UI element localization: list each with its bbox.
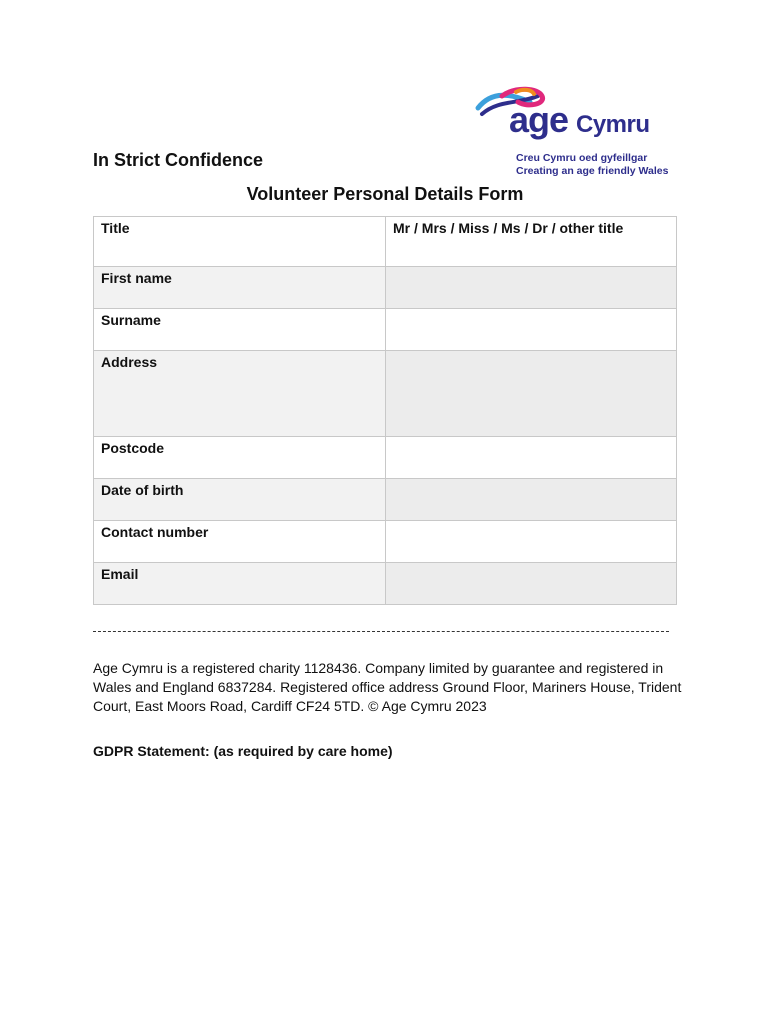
age-cymru-logo xyxy=(472,86,672,178)
form-row-contact-number xyxy=(94,521,677,563)
row-label-date-of-birth: Date of birth xyxy=(94,479,386,521)
row-label-surname: Surname xyxy=(94,309,386,351)
form-row-address xyxy=(94,351,677,437)
confidentiality-heading: In Strict Confidence xyxy=(93,150,264,170)
row-label-address: Address xyxy=(94,351,386,437)
first-name-field[interactable] xyxy=(386,267,677,309)
row-label-email: Email xyxy=(94,563,386,605)
row-label-first-name: First name xyxy=(94,267,386,309)
logo-tagline-welsh: Creu Cymru oed gyfeillgar xyxy=(516,152,648,164)
contact-number-field[interactable] xyxy=(386,521,677,563)
date-of-birth-field[interactable] xyxy=(386,479,677,521)
form-row-title xyxy=(94,217,677,267)
row-label-contact-number: Contact number xyxy=(94,521,386,563)
gdpr-heading: GDPR Statement: (as required by care home) xyxy=(93,743,393,759)
row-label-postcode: Postcode xyxy=(94,437,386,479)
form-title: Volunteer Personal Details Form xyxy=(246,184,524,204)
form-row-date-of-birth xyxy=(94,479,677,521)
dashed-divider xyxy=(93,631,669,632)
form-row-surname xyxy=(94,309,677,351)
charity-statement: Age Cymru is a registered charity 1128436. Company limited by guarantee and registered in Wales and England 6837284. Registered office address Ground Floor, Mariners House, Trident Court, East Moors Road, Cardiff CF24 5TD. © Age Cymru 2023 xyxy=(93,660,682,714)
title-field[interactable]: Mr / Mrs / Miss / Ms / Dr / other title xyxy=(386,217,677,267)
personal-details-table xyxy=(93,216,677,605)
postcode-field[interactable] xyxy=(386,437,677,479)
form-row-postcode xyxy=(94,437,677,479)
logo-wordmark-age: age xyxy=(509,99,569,140)
logo-tagline-english: Creating an age friendly Wales xyxy=(516,165,669,177)
row-label-title: Title xyxy=(94,217,386,267)
logo-wordmark-cymru: Cymru xyxy=(576,111,650,138)
form-row-first-name xyxy=(94,267,677,309)
address-field[interactable] xyxy=(386,351,677,437)
form-row-email xyxy=(94,563,677,605)
surname-field[interactable] xyxy=(386,309,677,351)
email-field[interactable] xyxy=(386,563,677,605)
